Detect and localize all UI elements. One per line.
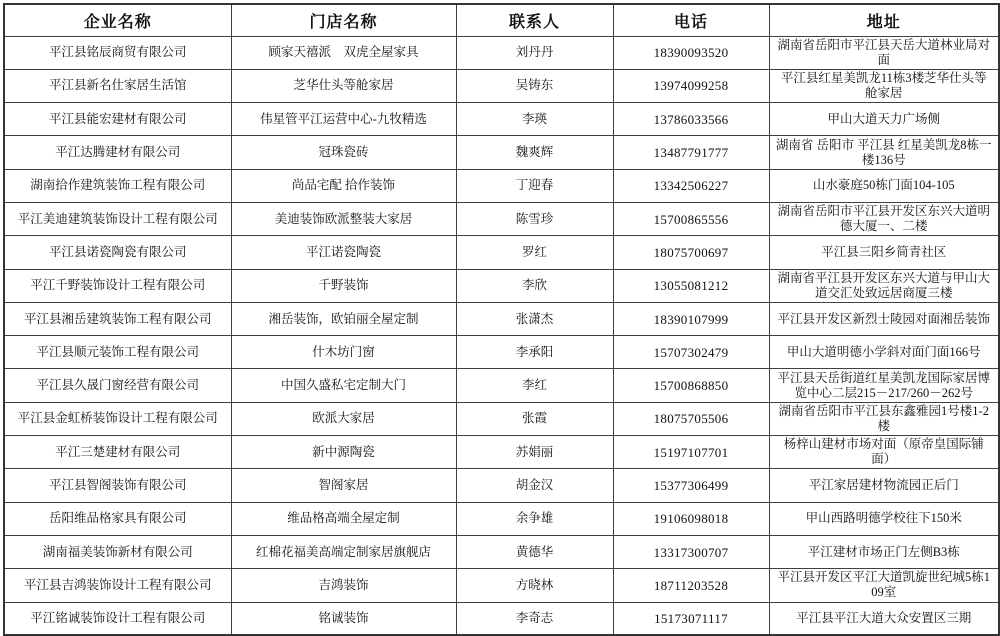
- cell-company: 平江达腾建材有限公司: [4, 136, 231, 169]
- table-row: [4, 302, 999, 335]
- cell-phone: 18075705506: [613, 402, 769, 435]
- cell-store: 红棉花福美高端定制家居旗舰店: [231, 535, 456, 568]
- table-row: [4, 236, 999, 269]
- table-row: [4, 336, 999, 369]
- cell-address: 甲山西路明德学校往下150米: [769, 502, 999, 535]
- cell-store: 芝华仕头等舱家居: [231, 69, 456, 102]
- cell-phone: 18711203528: [613, 569, 769, 602]
- cell-company: 平江县智阁装饰有限公司: [4, 469, 231, 502]
- table-row: [4, 202, 999, 235]
- cell-phone: 13487791777: [613, 136, 769, 169]
- cell-company: 平江县久晟门窗经营有限公司: [4, 369, 231, 402]
- cell-address: 平江县红星美凯龙11栋3楼芝华仕头等舱家居: [769, 69, 999, 102]
- cell-address: 平江县三阳乡简青社区: [769, 236, 999, 269]
- cell-store: 千野装饰: [231, 269, 456, 302]
- header-row: [4, 4, 999, 36]
- cell-phone: 15707302479: [613, 336, 769, 369]
- cell-company: 平江美迪建筑装饰设计工程有限公司: [4, 202, 231, 235]
- cell-phone: 19106098018: [613, 502, 769, 535]
- cell-store: 维品格高端全屋定制: [231, 502, 456, 535]
- cell-address: 湖南省岳阳市平江县东鑫雅园1号楼1-2楼: [769, 402, 999, 435]
- cell-address: 平江建材市场正门左侧B3栋: [769, 535, 999, 568]
- cell-phone: 18390093520: [613, 36, 769, 69]
- cell-contact: 魏爽辉: [456, 136, 613, 169]
- cell-store: 美迪装饰欧派整装大家居: [231, 202, 456, 235]
- table-row: [4, 436, 999, 469]
- cell-company: 平江铭诚装饰设计工程有限公司: [4, 602, 231, 635]
- cell-address: 平江县开发区新烈士陵园对面湘岳装饰: [769, 302, 999, 335]
- cell-phone: 15197107701: [613, 436, 769, 469]
- cell-company: 湖南福美装饰新材有限公司: [4, 535, 231, 568]
- table-row: [4, 269, 999, 302]
- cell-address: 湖南省岳阳市平江县天岳大道林业局对面: [769, 36, 999, 69]
- cell-company: 平江县湘岳建筑装饰工程有限公司: [4, 302, 231, 335]
- cell-contact: 李欣: [456, 269, 613, 302]
- cell-store: 尚品宅配 拾作装饰: [231, 169, 456, 202]
- cell-store: 平江诺瓷陶瓷: [231, 236, 456, 269]
- cell-store: 湘岳装饰，欧铂丽全屋定制: [231, 302, 456, 335]
- cell-address: 湖南省岳阳市平江县开发区东兴大道明德大厦一、二楼: [769, 202, 999, 235]
- cell-address: 平江县天岳街道红星美凯龙国际家居博览中心二层215－217/260－262号: [769, 369, 999, 402]
- cell-company: 岳阳维品格家具有限公司: [4, 502, 231, 535]
- table-row: [4, 602, 999, 635]
- cell-address: 平江家居建材物流园正后门: [769, 469, 999, 502]
- cell-company: 平江县新名仕家居生活馆: [4, 69, 231, 102]
- cell-contact: 丁迎春: [456, 169, 613, 202]
- cell-phone: 13342506227: [613, 169, 769, 202]
- cell-contact: 李瑛: [456, 103, 613, 136]
- vendor-table: [3, 3, 1000, 636]
- cell-company: 湖南拾作建筑装饰工程有限公司: [4, 169, 231, 202]
- cell-contact: 苏娟丽: [456, 436, 613, 469]
- table-body: [4, 36, 999, 635]
- cell-contact: 李奇志: [456, 602, 613, 635]
- header-phone: 电话: [613, 4, 769, 36]
- cell-contact: 张潇杰: [456, 302, 613, 335]
- cell-store: 什木坊门窗: [231, 336, 456, 369]
- cell-store: 冠珠瓷砖: [231, 136, 456, 169]
- cell-store: 中国久盛私宅定制大门: [231, 369, 456, 402]
- cell-company: 平江县能宏建材有限公司: [4, 103, 231, 136]
- cell-store: 伟星管平江运营中心-九牧精选: [231, 103, 456, 136]
- cell-store: 新中源陶瓷: [231, 436, 456, 469]
- cell-store: 吉鸿装饰: [231, 569, 456, 602]
- cell-address: 湖南省平江县开发区东兴大道与甲山大道交汇处致远居商厦三楼: [769, 269, 999, 302]
- cell-store: 顾家天禧派 双虎全屋家具: [231, 36, 456, 69]
- cell-phone: 18075700697: [613, 236, 769, 269]
- table-row: [4, 103, 999, 136]
- cell-company: 平江县铭辰商贸有限公司: [4, 36, 231, 69]
- cell-company: 平江三楚建材有限公司: [4, 436, 231, 469]
- cell-company: 平江县金虹桥装饰设计工程有限公司: [4, 402, 231, 435]
- cell-phone: 15173071117: [613, 602, 769, 635]
- cell-company: 平江千野装饰设计工程有限公司: [4, 269, 231, 302]
- cell-contact: 黄德华: [456, 535, 613, 568]
- cell-contact: 吴铸东: [456, 69, 613, 102]
- table-row: [4, 469, 999, 502]
- cell-store: 铭诚装饰: [231, 602, 456, 635]
- table-row: [4, 136, 999, 169]
- cell-phone: 13055081212: [613, 269, 769, 302]
- cell-contact: 陈雪珍: [456, 202, 613, 235]
- cell-phone: 13786033566: [613, 103, 769, 136]
- cell-phone: 13317300707: [613, 535, 769, 568]
- cell-phone: 15700868850: [613, 369, 769, 402]
- cell-contact: 张霞: [456, 402, 613, 435]
- cell-contact: 刘丹丹: [456, 36, 613, 69]
- table-row: [4, 369, 999, 402]
- header-store: 门店名称: [231, 4, 456, 36]
- cell-address: 甲山大道天力广场侧: [769, 103, 999, 136]
- cell-phone: 15700865556: [613, 202, 769, 235]
- cell-company: 平江县吉鸿装饰设计工程有限公司: [4, 569, 231, 602]
- cell-address: 平江县平江大道大众安置区三期: [769, 602, 999, 635]
- header-company: 企业名称: [4, 4, 231, 36]
- cell-contact: 胡金汉: [456, 469, 613, 502]
- cell-address: 甲山大道明德小学斜对面门面166号: [769, 336, 999, 369]
- cell-contact: 李承阳: [456, 336, 613, 369]
- cell-contact: 李红: [456, 369, 613, 402]
- cell-store: 欧派大家居: [231, 402, 456, 435]
- cell-phone: 13974099258: [613, 69, 769, 102]
- cell-company: 平江县顺元装饰工程有限公司: [4, 336, 231, 369]
- header-contact: 联系人: [456, 4, 613, 36]
- table-row: [4, 69, 999, 102]
- cell-address: 杨梓山建材市场对面（原帝皇国际铺面）: [769, 436, 999, 469]
- cell-contact: 余争雄: [456, 502, 613, 535]
- table-row: [4, 169, 999, 202]
- cell-company: 平江县诺瓷陶瓷有限公司: [4, 236, 231, 269]
- cell-address: 平江县开发区平江大道凯旋世纪城5栋109室: [769, 569, 999, 602]
- cell-contact: 罗红: [456, 236, 613, 269]
- cell-contact: 方晓林: [456, 569, 613, 602]
- cell-phone: 18390107999: [613, 302, 769, 335]
- table-row: [4, 36, 999, 69]
- cell-address: 山水豪庭50栋门面104-105: [769, 169, 999, 202]
- table-row: [4, 569, 999, 602]
- table-row: [4, 402, 999, 435]
- cell-address: 湖南省 岳阳市 平江县 红星美凯龙8栋一楼136号: [769, 136, 999, 169]
- cell-store: 智阁家居: [231, 469, 456, 502]
- table-row: [4, 502, 999, 535]
- cell-phone: 15377306499: [613, 469, 769, 502]
- table-row: [4, 535, 999, 568]
- header-address: 地址: [769, 4, 999, 36]
